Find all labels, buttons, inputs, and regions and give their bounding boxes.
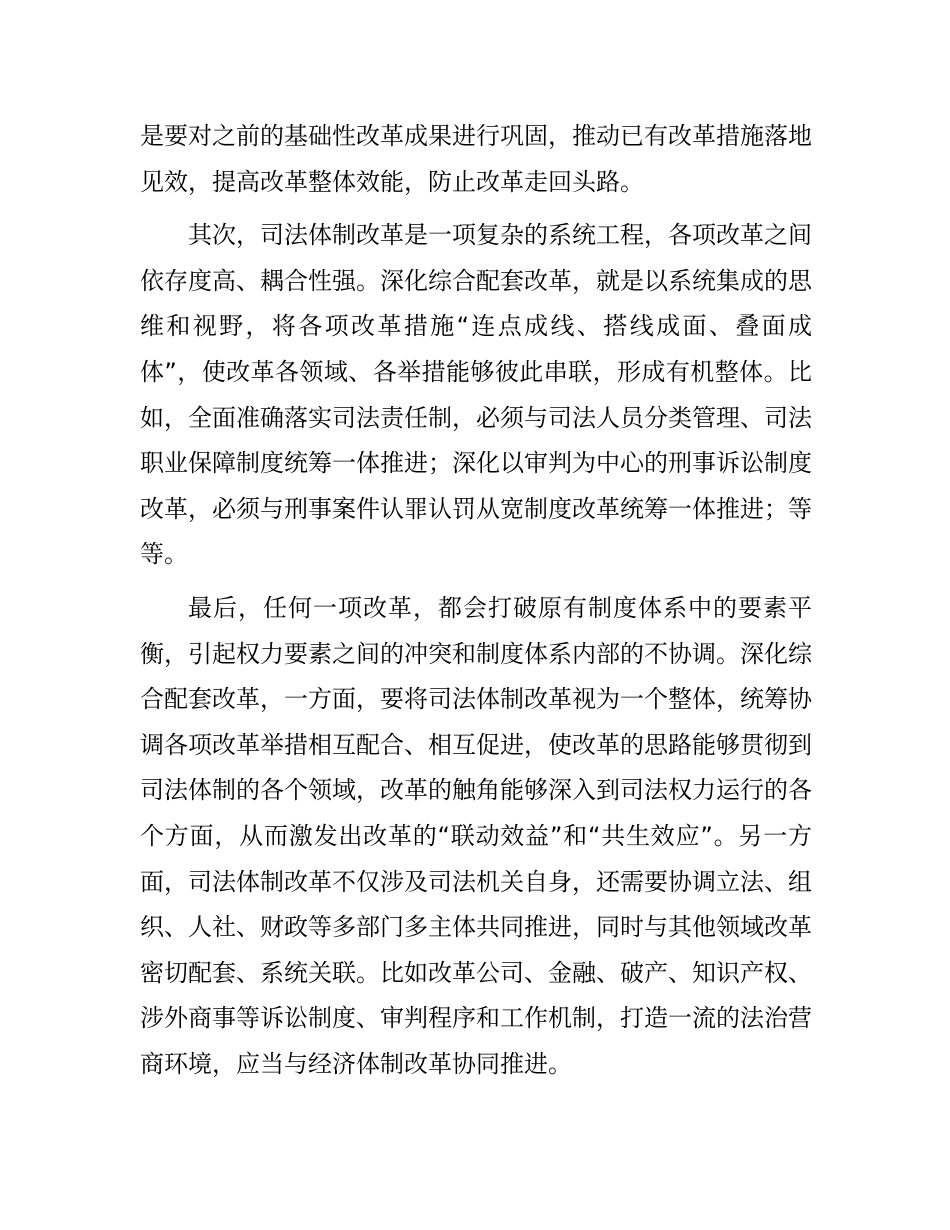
paragraph-2: 其次，司法体制改革是一项复杂的系统工程，各项改革之间依存度高、耦合性强。深化综合配套改革，就是以系统集成的思维和视野，将各项改革措施“连点成线、搭线成面、叠面成体”，使改革各领域、各举措能够彼此串联，形成有机整体。比如，全面准确落实司法责任制，必须与司法人员分类管理、司法职业保障制度统筹一体推进；深化以审判为中心的刑事诉讼制度改革，必须与刑事案件认罪认罚从宽制度改革统筹一体推进；等等。 <box>140 221 812 569</box>
document-body <box>140 114 812 1095</box>
paragraph-1: 是要对之前的基础性改革成果进行巩固，推动已有改革措施落地见效，提高改革整体效能，防止改革走回头路。 <box>140 122 812 196</box>
paragraph-3: 最后，任何一项改革，都会打破原有制度体系中的要素平衡，引起权力要素之间的冲突和制度体系内部的不协调。深化综合配套改革，一方面，要将司法体制改革视为一个整体，统筹协调各项改革举措相互配合、相互促进，使改革的思路能够贯彻到司法体制的各个领域，改革的触角能够深入到司法权力运行的各个方面，从而激发出改革的“联动效益”和“共生效应”。另一方面，司法体制改革不仅涉及司法机关自身，还需要协调立法、组织、人社、财政等多部门多主体共同推进，同时与其他领域改革密切配套、系统关联。比如改革公司、金融、破产、知识产权、涉外商事等诉讼制度、审判程序和工作机制，打造一流的法治营商环境，应当与经济体制改革协同推进。 <box>140 593 812 1078</box>
